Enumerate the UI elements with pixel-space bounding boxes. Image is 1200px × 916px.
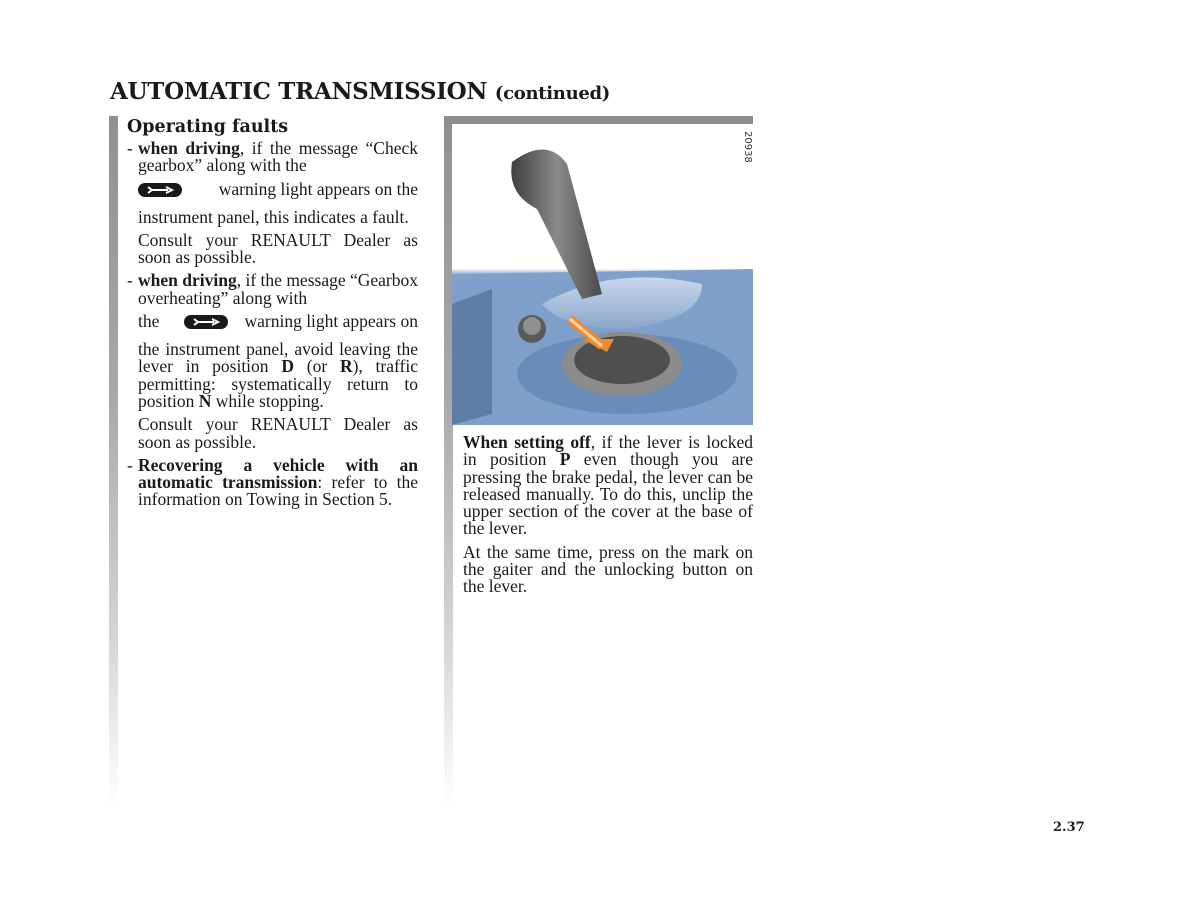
bold-lead: when driving	[138, 270, 237, 291]
para1-text-b: even though you are pressing the brake pedal, the lever can be released manually. To do this, unclip the upper section of the cover at the base of the lever.	[463, 449, 753, 539]
item2-text-2a: the instrument panel, avoid leaving the lever in position	[138, 339, 418, 377]
item3-text	[138, 454, 418, 510]
list-item	[127, 454, 418, 510]
item3-text-1: : refer to the information on Towing in Section 5.	[138, 472, 418, 510]
item2-text-2b: (or	[293, 356, 340, 377]
position-r: R	[339, 356, 353, 377]
right-column	[463, 434, 753, 596]
item2-text-2c: ), traffic permitting: systematically return to position	[138, 356, 418, 411]
bold-lead: Recovering a vehicle with an automatic transmission	[138, 454, 418, 493]
item1-text-after-icon: warning light appears on the	[218, 178, 418, 199]
list-item	[127, 140, 418, 266]
spanner-warning-icon	[138, 183, 182, 197]
section-heading: Operating faults	[127, 117, 289, 137]
icon-line	[138, 179, 418, 201]
item2-text	[138, 272, 418, 307]
list-dash: -	[127, 454, 133, 475]
left-column	[127, 117, 418, 509]
list-dash: -	[127, 138, 133, 158]
bold-lead: When setting off	[463, 432, 591, 452]
item1-text	[138, 140, 418, 175]
page-number: 2.37	[1053, 820, 1085, 835]
page-title	[110, 78, 610, 105]
illustration-ref-code: 20938	[733, 124, 753, 170]
item2-text-2	[138, 341, 418, 410]
same-time-paragraph: At the same time, press on the mark on the gaiter and the unlocking button on the lever.	[463, 541, 753, 597]
position-d: D	[281, 356, 294, 377]
item2-text-3: Consult your RENAULT Dealer as soon as possible.	[138, 414, 418, 452]
left-margin-bar	[109, 116, 118, 806]
item2-text-before-icon: the	[138, 311, 160, 332]
item2-text-after-icon: warning light appears on	[244, 311, 418, 332]
list-item	[127, 272, 418, 450]
item1-text-1: , if the message “Check gearbox” along with the	[138, 138, 419, 176]
position-n: N	[198, 390, 212, 411]
spanner-warning-icon	[184, 315, 228, 329]
title-main: AUTOMATIC TRANSMISSION	[110, 78, 488, 105]
gear-lever-illustration	[452, 124, 753, 425]
list-dash: -	[127, 270, 133, 291]
item2-text-2d: while stopping.	[211, 390, 324, 411]
setting-off-paragraph	[463, 434, 753, 538]
item2-text-1: , if the message “Gearbox overheating” along with	[138, 270, 419, 308]
item1-text-2: instrument panel, this indicates a fault.	[138, 206, 409, 227]
para1-text-a: , if the lever is locked in position	[463, 432, 753, 470]
icon-line	[138, 311, 418, 333]
gear-lever-icon	[452, 124, 753, 425]
position-p: P	[559, 449, 571, 470]
title-suffix: (continued)	[494, 83, 611, 104]
illustration-top-rule	[444, 116, 753, 124]
item1-text-3: Consult your RENAULT Dealer as soon as possible.	[138, 229, 418, 268]
bold-lead: when driving	[138, 138, 240, 158]
